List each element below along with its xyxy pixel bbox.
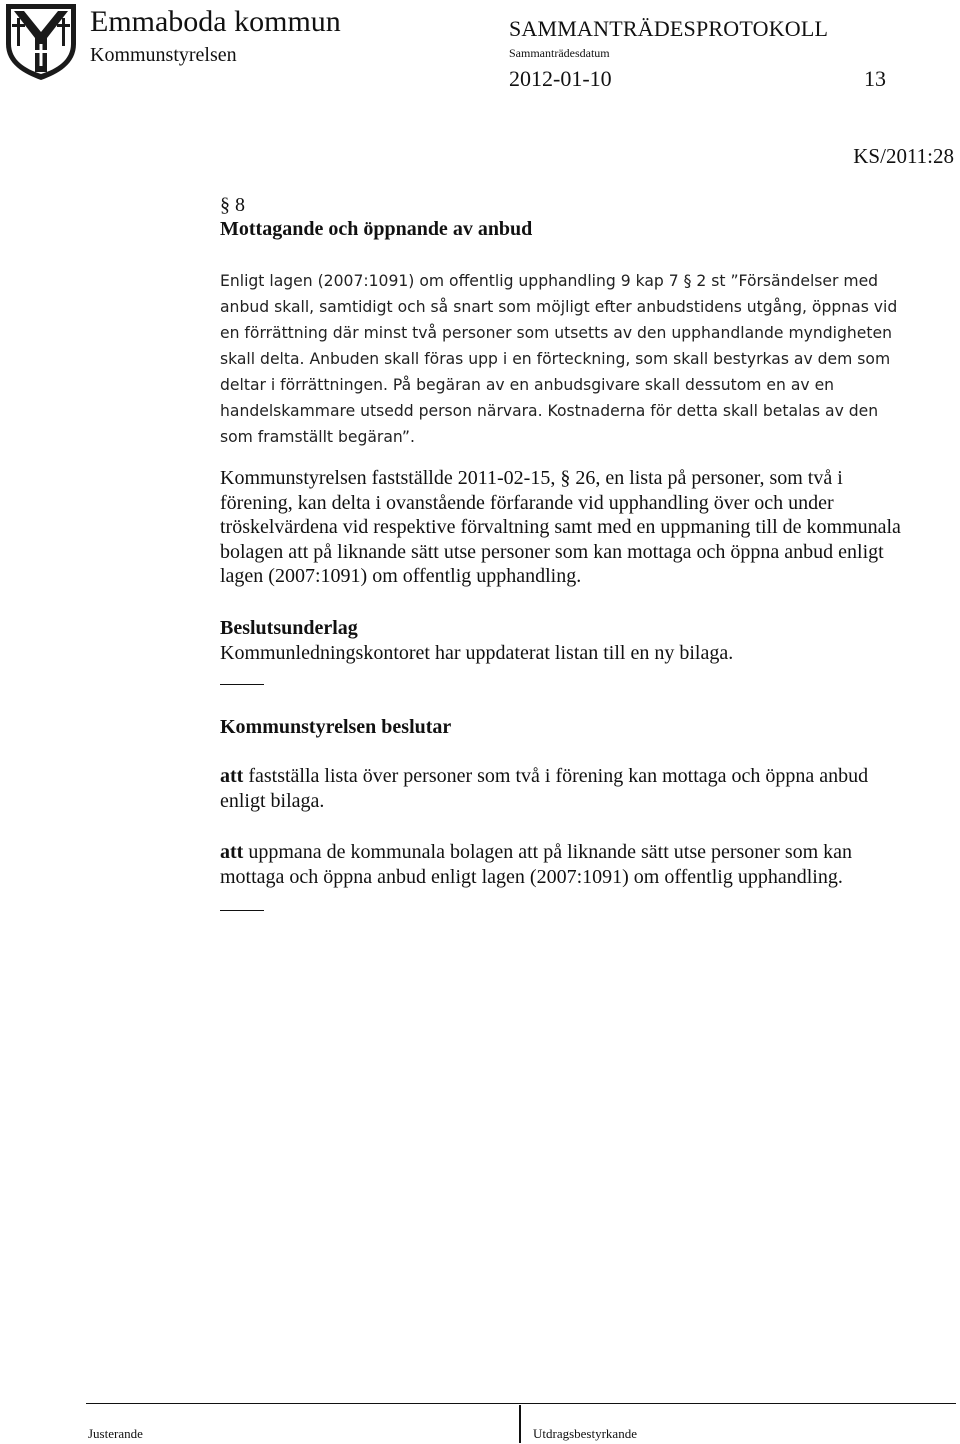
footer-rule: [86, 1403, 956, 1404]
paragraph-legal-quote: [220, 268, 960, 450]
section-number: [220, 192, 245, 218]
organization-department: Kommunstyrelsen: [90, 44, 237, 66]
paragraph-line: Kommunstyrelsen fastställde 2011-02-15, § 26, en lista på personer, som två i: [220, 467, 843, 489]
paragraph-line: handelskammare utsedd person närvara. Kostnaderna för detta skall betalas av den: [220, 402, 879, 420]
paragraph-line: som framställt begäran”.: [220, 428, 415, 446]
case-reference: KS/2011:28: [853, 144, 954, 168]
paragraph-line: Enligt lagen (2007:1091) om offentlig upphandling 9 kap 7 § 2 st ”Försändelser med: [220, 272, 879, 290]
decision-item-text: uppmana de kommunala bolagen att på liknande sätt utse personer som kan: [243, 841, 853, 863]
decision-item-1: [220, 764, 960, 813]
decision-item-line: mottaga och öppna anbud enligt lagen (2007:1091) om offentlig upphandling.: [220, 865, 843, 888]
paragraph-line: skall delta. Anbuden skall föras upp i en förteckning, som skall bestyrkas av dem som: [220, 350, 891, 368]
decision-item-line: [220, 764, 960, 789]
separator-line: [220, 684, 264, 685]
paragraph-line: bolagen att på liknande sätt utse personer som kan mottaga och öppna anbud enligt: [220, 540, 884, 563]
coat-of-arms-logo: [0, 0, 82, 82]
meeting-date: 2012-01-10: [509, 66, 612, 91]
footer-divider: [519, 1405, 521, 1443]
att-word: att: [220, 841, 244, 863]
organization-name: Emmaboda kommun: [90, 5, 341, 38]
decision-basis-text: Kommunledningskontoret har uppdaterat listan till en ny bilaga.: [220, 642, 734, 664]
separator-line: [220, 910, 264, 911]
footer-justerande-label: Justerande: [88, 1426, 143, 1441]
footer-utdragsbestyrkande-label: Utdragsbestyrkande: [533, 1426, 637, 1441]
section-number-value: 8: [235, 194, 245, 216]
decision-basis-heading: Beslutsunderlag: [220, 617, 358, 639]
decision-item-text: fastställa lista över personer som två i förening kan mottaga och öppna anbud: [243, 765, 869, 787]
paragraph-line: förening, kan delta i ovanstående förfarande vid upphandling över och under: [220, 491, 834, 514]
paragraph-line: anbud skall, samtidigt och så snart som möjligt efter anbudstidens utgång, öppnas vid: [220, 298, 898, 316]
decision-item-line: [220, 840, 960, 865]
paragraph-background: [220, 466, 960, 589]
meeting-date-label: Sammanträdesdatum: [509, 46, 610, 60]
decision-item-2: [220, 840, 960, 889]
paragraph-line: en förrättning där minst två personer som utsetts av den upphandlande myndigheten: [220, 324, 892, 342]
decision-item-line: enligt bilaga.: [220, 789, 325, 812]
decision-heading: Kommunstyrelsen beslutar: [220, 716, 452, 738]
section-title: Mottagande och öppnande av anbud: [220, 218, 533, 240]
paragraph-line: tröskelvärdena vid respektive förvaltning samt med en uppmaning till de kommunala: [220, 516, 901, 538]
page-number: 13: [864, 66, 886, 91]
section-symbol: §: [220, 194, 230, 216]
paragraph-line: deltar i förrättningen. På begäran av en anbudsgivare skall dessutom en av en: [220, 376, 835, 394]
att-word: att: [220, 765, 244, 787]
paragraph-line: lagen (2007:1091) om offentlig upphandling.: [220, 565, 582, 587]
document-type: SAMMANTRÄDESPROTOKOLL: [509, 16, 829, 41]
